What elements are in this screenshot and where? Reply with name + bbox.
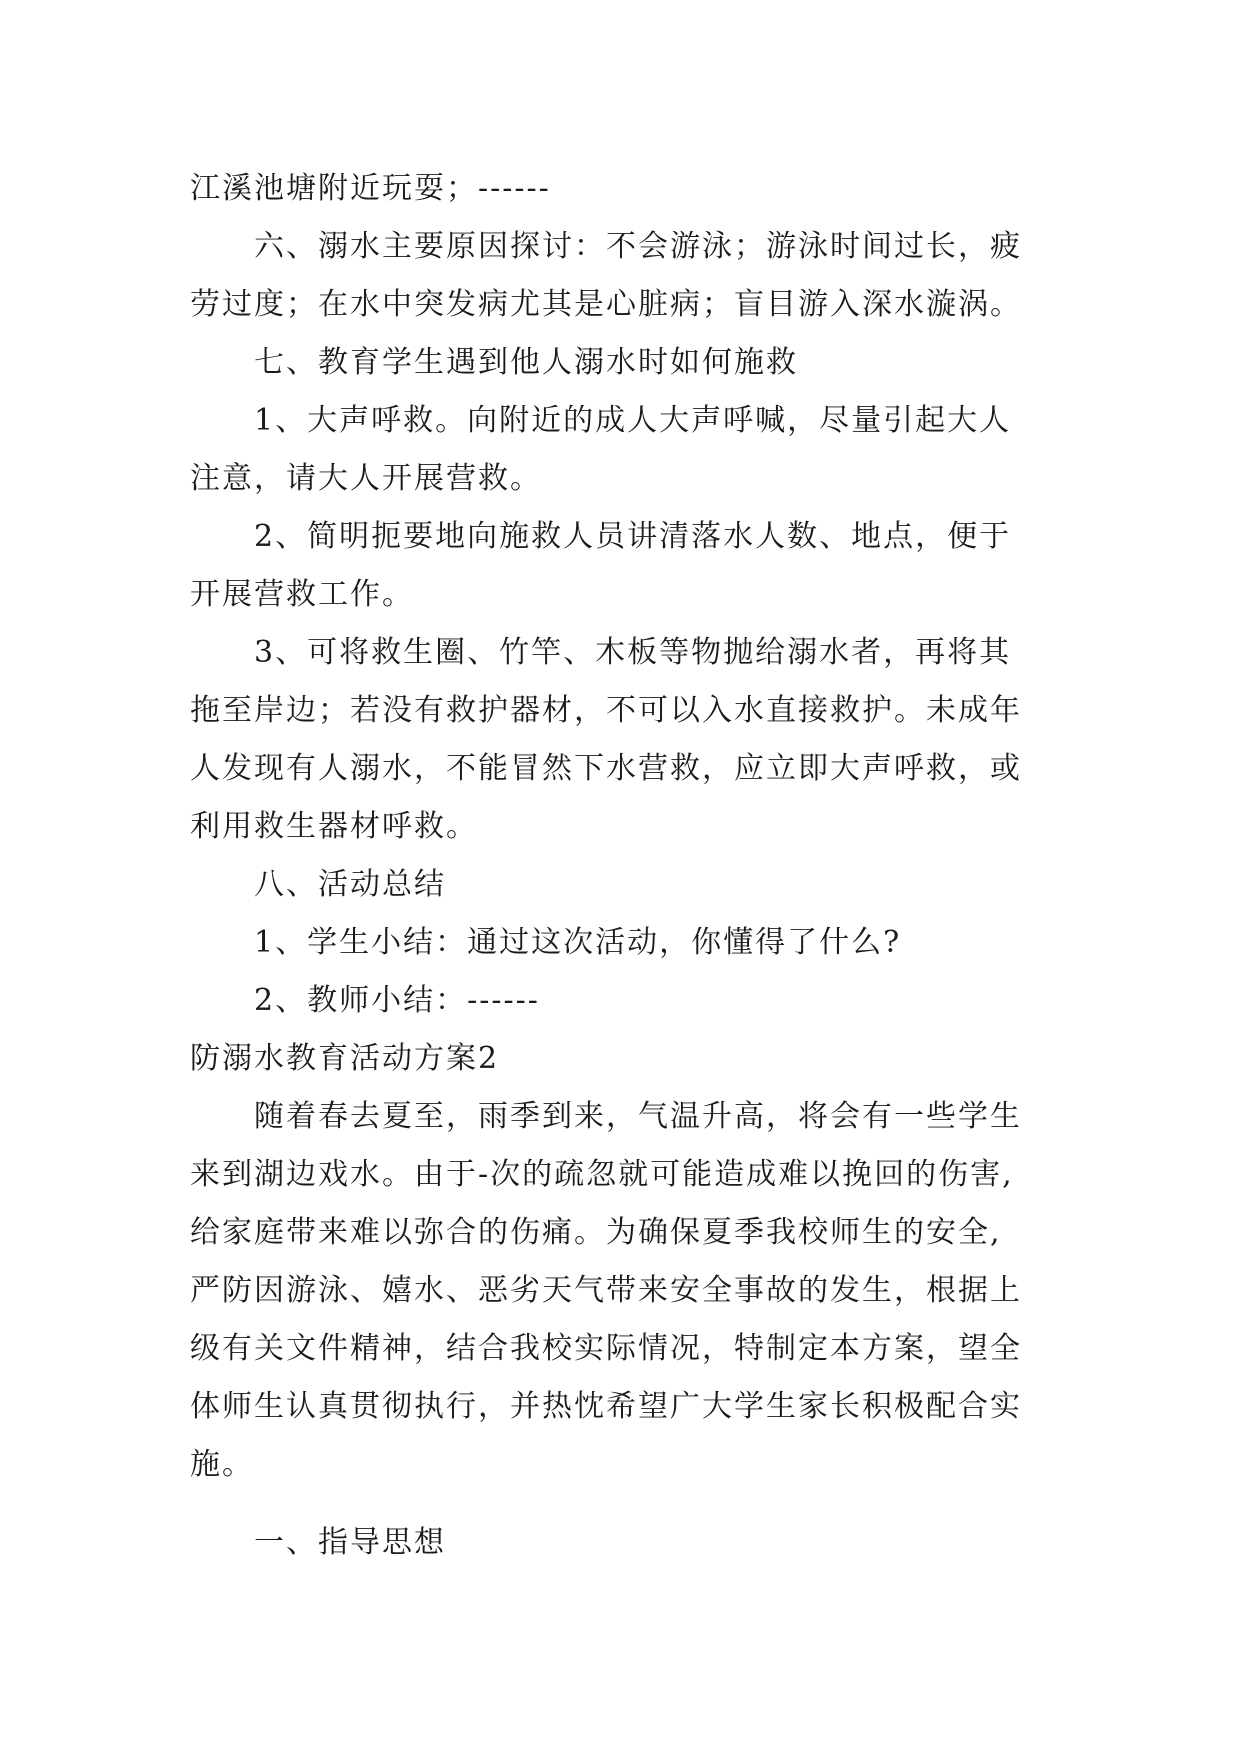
item-1-line: 1、大声呼救。向附近的成人大声呼喊，尽量引起大人 xyxy=(254,403,1012,438)
section-six-line: 六、溺水主要原因探讨：不会游泳；游泳时间过长，疲 xyxy=(254,229,1022,264)
text-line: 江溪池塘附近玩耍；------ xyxy=(190,171,551,206)
text-line: 严防因游泳、嬉水、恶劣天气带来安全事故的发生，根据上 xyxy=(190,1273,1022,1308)
text-line: 施。 xyxy=(190,1447,254,1482)
summary-item-1: 1、学生小结：通过这次活动，你懂得了什么? xyxy=(254,925,902,960)
document-title: 防溺水教育活动方案2 xyxy=(190,1041,500,1076)
text-line: 来到湖边戏水。由于-次的疏忽就可能造成难以挽回的伤害, xyxy=(190,1157,1014,1192)
section-seven-heading: 七、教育学生遇到他人溺水时如何施救 xyxy=(254,345,798,380)
text-line: 劳过度；在水中突发病尤其是心脏病；盲目游入深水漩涡。 xyxy=(190,287,1022,322)
text-line: 利用救生器材呼救。 xyxy=(190,809,478,844)
section-eight-heading: 八、活动总结 xyxy=(254,867,446,902)
text-line: 级有关文件精神，结合我校实际情况，特制定本方案，望全 xyxy=(190,1331,1022,1366)
item-3-line: 3、可将救生圈、竹竿、木板等物抛给溺水者，再将其 xyxy=(254,635,1012,670)
text-line: 给家庭带来难以弥合的伤痛。为确保夏季我校师生的安全, xyxy=(190,1215,1002,1250)
intro-line: 随着春去夏至，雨季到来，气温升高，将会有一些学生 xyxy=(254,1099,1022,1134)
text-line: 拖至岸边；若没有救护器材，不可以入水直接救护。未成年 xyxy=(190,693,1022,728)
text-line: 人发现有人溺水，不能冒然下水营救，应立即大声呼救，或 xyxy=(190,751,1022,786)
paragraph-spacer xyxy=(190,1494,1060,1514)
document-body xyxy=(190,160,1060,1572)
text-line: 体师生认真贯彻执行，并热忱希望广大学生家长积极配合实 xyxy=(190,1389,1022,1424)
summary-item-2: 2、教师小结：------ xyxy=(254,983,540,1018)
item-2-line: 2、简明扼要地向施救人员讲清落水人数、地点，便于 xyxy=(254,519,1012,554)
text-line: 注意，请大人开展营救。 xyxy=(190,461,542,496)
text-line: 开展营救工作。 xyxy=(190,577,414,612)
section-one-heading: 一、指导思想 xyxy=(254,1525,446,1560)
